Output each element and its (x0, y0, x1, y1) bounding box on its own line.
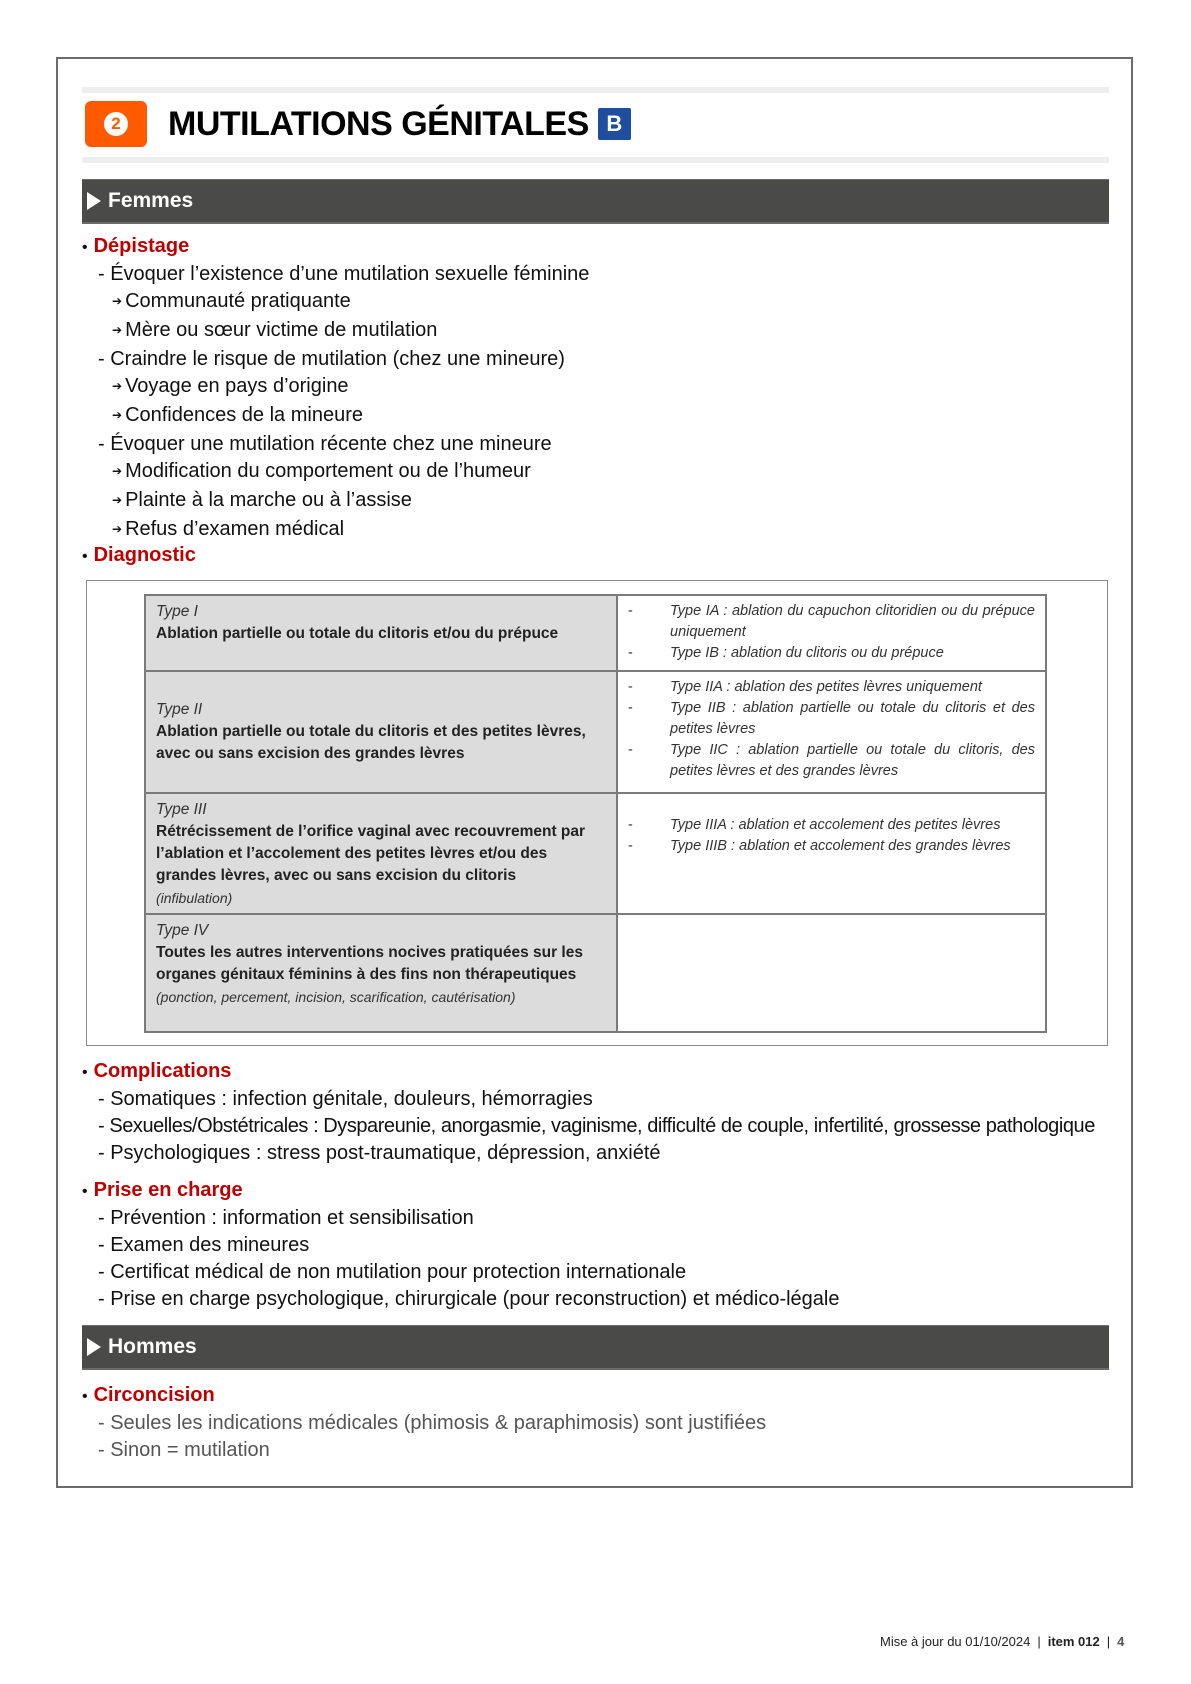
sub-list-item: ➔ Confidences de la mineure (112, 404, 363, 426)
bottom-rule (82, 157, 1109, 163)
rank-badge: B (598, 108, 631, 140)
play-triangle-icon (87, 1338, 101, 1356)
bullet-heading: • Prise en charge (82, 1179, 243, 1201)
item-number: item 012 (1047, 1634, 1100, 1649)
section-label: Femmes (108, 189, 194, 212)
bullet-heading: • Complications (82, 1060, 232, 1082)
type-cell: Type III Rétrécissement de l’orifice vaginal avec recouvrement par l’ablation et l’accolement des petites lèvres et/ou des grandes lèvres, avec ou sans excision du clitoris (infibulation) (145, 793, 617, 914)
list-item: - Sinon = mutilation (98, 1439, 270, 1461)
list-item: - Craindre le risque de mutilation (chez une mineure) (98, 348, 565, 370)
title-row (85, 100, 631, 148)
update-date: Mise à jour du 01/10/2024 (880, 1634, 1031, 1649)
arrow-icon: ➔ (112, 323, 123, 337)
type-cell: Type IV Toutes les autres interventions nocives pratiquées sur les organes génitaux féminins à des fins non thérapeutiques (ponction, percement, incision, scarification, cautérisation) (145, 914, 617, 1032)
bullet-icon: • (82, 1183, 88, 1200)
bullet-icon: • (82, 1064, 88, 1081)
list-item: - Sexuelles/Obstétricales : Dyspareunie, anorgasmie, vaginisme, difficulté de couple, infertilité, grossesse pathologique (98, 1115, 1095, 1137)
sub-list-item: ➔ Communauté pratiquante (112, 290, 351, 312)
subtype-cell (617, 793, 1046, 914)
subtype-cell (617, 595, 1046, 671)
section-number-badge (85, 101, 147, 147)
table-row (145, 793, 1046, 914)
subtype-cell (617, 914, 1046, 1032)
subtype-item: - Type IA : ablation du capuchon clitoridien ou du prépuce uniquement (628, 603, 1035, 640)
page-footer: Mise à jour du 01/10/2024 | item 012 | 4 (880, 1634, 1125, 1649)
diagnostic-table (144, 594, 1047, 1033)
bullet-heading: • Circoncision (82, 1384, 215, 1406)
top-rule (82, 87, 1109, 93)
diagnostic-block (82, 542, 196, 570)
arrow-icon: ➔ (112, 493, 123, 507)
subtype-cell (617, 671, 1046, 793)
bullet-icon: • (82, 548, 88, 565)
list-item: - Psychologiques : stress post-traumatique, dépression, anxiété (98, 1142, 661, 1164)
depistage-block (82, 233, 589, 545)
list-item: - Certificat médical de non mutilation pour protection internationale (98, 1261, 687, 1283)
subtype-item: - Type IB : ablation du clitoris ou du prépuce (628, 645, 944, 661)
arrow-icon: ➔ (112, 379, 123, 393)
list-item: - Somatiques : infection génitale, douleurs, hémorragies (98, 1088, 593, 1110)
type-cell: Type I Ablation partielle ou totale du clitoris et/ou du prépuce (145, 595, 617, 671)
list-item: - Seules les indications médicales (phimosis & paraphimosis) sont justifiées (98, 1412, 767, 1434)
type-cell: Type II Ablation partielle ou totale du clitoris et des petites lèvres, avec ou sans excision des grandes lèvres (145, 671, 617, 793)
sub-list-item: ➔ Voyage en pays d’origine (112, 375, 349, 397)
bullet-icon: • (82, 1388, 88, 1405)
list-item: - Examen des mineures (98, 1234, 310, 1256)
list-item: - Évoquer une mutilation récente chez une mineure (98, 433, 552, 455)
list-item: - Évoquer l’existence d’une mutilation sexuelle féminine (98, 263, 590, 285)
subtype-item: - Type IIA : ablation des petites lèvres uniquement (628, 679, 982, 695)
section-bar-femmes (82, 179, 1109, 224)
table-row (145, 914, 1046, 1032)
subtype-item: - Type IIB : ablation partielle ou totale du clitoris et des petites lèvres (628, 700, 1035, 737)
section-bar-hommes (82, 1325, 1109, 1370)
prise-en-charge-block (82, 1177, 840, 1313)
bullet-icon: • (82, 239, 88, 256)
sub-list-item: ➔ Modification du comportement ou de l’humeur (112, 460, 531, 482)
subtype-item: - Type IIC : ablation partielle ou totale du clitoris, des petites lèvres et des grandes lèvres (628, 742, 1035, 779)
bullet-heading: • Dépistage (82, 235, 190, 257)
complications-block (82, 1058, 1095, 1167)
arrow-icon: ➔ (112, 522, 123, 536)
circoncision-block (82, 1382, 766, 1464)
page-number: 4 (1117, 1634, 1125, 1649)
page-title: MUTILATIONS GÉNITALES (168, 104, 589, 143)
arrow-icon: ➔ (112, 408, 123, 422)
play-triangle-icon (87, 192, 101, 210)
table-row (145, 671, 1046, 793)
section-number: 2 (104, 112, 128, 136)
list-item: - Prise en charge psychologique, chirurgicale (pour reconstruction) et médico-légale (98, 1288, 840, 1310)
list-item: - Prévention : information et sensibilisation (98, 1207, 474, 1229)
section-label: Hommes (108, 1335, 197, 1358)
table-row (145, 595, 1046, 671)
subtype-item: - Type IIIA : ablation et accolement des petites lèvres (628, 817, 1001, 833)
bullet-heading: • Diagnostic (82, 544, 196, 566)
sub-list-item: ➔ Mère ou sœur victime de mutilation (112, 319, 438, 341)
sub-list-item: ➔ Plainte à la marche ou à l’assise (112, 489, 412, 511)
sub-list-item: ➔ Refus d’examen médical (112, 518, 345, 540)
arrow-icon: ➔ (112, 464, 123, 478)
subtype-item: - Type IIIB : ablation et accolement des grandes lèvres (628, 838, 1011, 854)
arrow-icon: ➔ (112, 294, 123, 308)
